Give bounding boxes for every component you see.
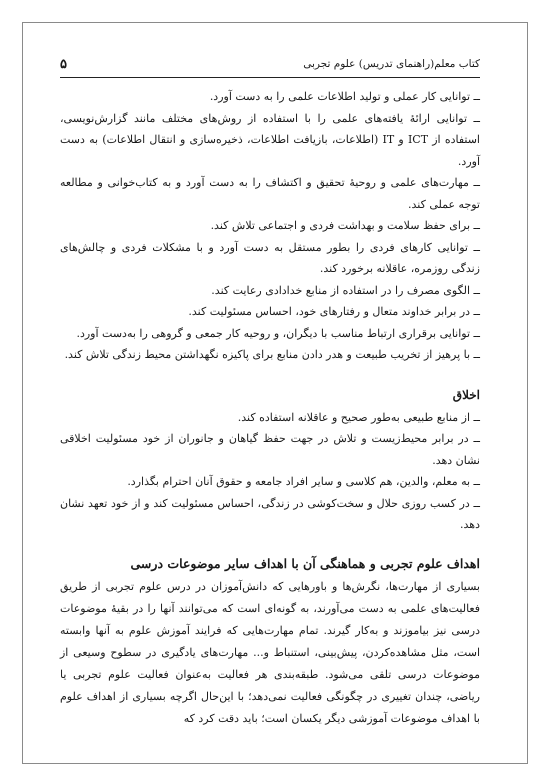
page-number: ۵ <box>60 56 67 72</box>
list-item: ــ توانایی ارائهٔ یافته‌های علمی را با استفاده از روش‌های مختلف مانند گزارش‌نویسی، استفاده از ICT و IT (اطلاعات، بازیافت اطلاعات، ذخیره‌سازی و انتقال اطلاعات) به دست آورد. <box>60 111 480 168</box>
goals-paragraph: بسیاری از مهارت‌ها، نگرش‌ها و باورهایی که دانش‌آموزان در درس علوم تجربی از طریق فعالیت‌های علمی به دست می‌آورند، به گونه‌ای است که می‌توانند آنها را در بقیهٔ موضوعات درسی نیز بیاموزند و به‌کار گیرند. تمام مهارت‌هایی که فرایند آموزش علوم به آنها وابسته است، مثل مشاهده‌کردن، پیش‌بینی، استنباط و... مهارت‌های یادگیری در سطوح وسیعی از موضوعات درسی تلقی می‌شود. طبقه‌بندی هر فعالیت به‌عنوان فعالیت علوم تجربی یا ریاضی، چندان تغییری در چگونگی فعالیت نمی‌دهد؛ با این‌حال اگرچه بسیاری از اهداف علوم با اهداف موضوعات آموزشی دیگر یکسان است؛ باید دقت کرد که <box>60 579 481 725</box>
page-header <box>60 54 480 74</box>
list-item: ــ در برابر محیط‌زیست و تلاش در جهت حفظ گیاهان و جانوران از خود مسئولیت اخلاقی نشان دهد. <box>60 432 480 467</box>
list-item: ــ توانایی کار عملی و تولید اطلاعات علمی را به دست آورد. <box>209 90 480 103</box>
list-item: ــ به معلم، والدین، هم کلاسی و سایر افراد جامعه و حقوق آنان احترام بگذارد. <box>127 475 480 488</box>
list-item: ــ در کسب روزی حلال و سخت‌کوشی در زندگی، احساس مسئولیت کند و از خود تعهد نشان دهد. <box>60 496 480 531</box>
list-item: ــ مهارت‌های علمی و روحیهٔ تحقیق و اکتشاف را به دست آورد و به کتاب‌خوانی و مطالعه توجه عملی کند. <box>60 176 480 211</box>
header-divider <box>60 77 480 78</box>
akhlagh-list <box>60 407 480 536</box>
list-item: ــ از منابع طبیعی به‌طور صحیح و عاقلانه استفاده کند. <box>237 410 480 424</box>
page-body <box>60 86 480 730</box>
list-item: ــ برای حفظ سلامت و بهداشت فردی و اجتماعی تلاش کند. <box>210 219 480 232</box>
book-title: کتاب معلم(راهنمای تدریس) علوم تجربی <box>303 58 480 70</box>
list-item: ــ با پرهیز از تخریب طبیعت و هدر دادن منابع برای پاکیزه نگهداشتن محیط زندگی تلاش کند. <box>64 348 480 361</box>
list-item: ــ در برابر خداوند متعال و رفتارهای خود، احساس مسئولیت کند. <box>188 305 480 318</box>
section-heading-akhlagh: اخلاق <box>452 387 480 402</box>
skills-list <box>60 86 480 366</box>
section-heading-goals: اهداف علوم تجربی و هماهنگی آن با اهداف سایر موضوعات درسی <box>130 555 480 571</box>
list-item: ــ توانایی کارهای فردی را بطور مستقل به دست آورد و با مشکلات فردی و چالش‌های زندگی روزمره، عاقلانه برخورد کند. <box>60 240 480 275</box>
list-item: ــ توانایی برقراری ارتباط مناسب با دیگران، و روحیه کار جمعی و گروهی را به‌دست آورد. <box>76 326 480 340</box>
list-item: ــ الگوی مصرف را در استفاده از منابع خدادادی رعایت کند. <box>211 283 480 297</box>
